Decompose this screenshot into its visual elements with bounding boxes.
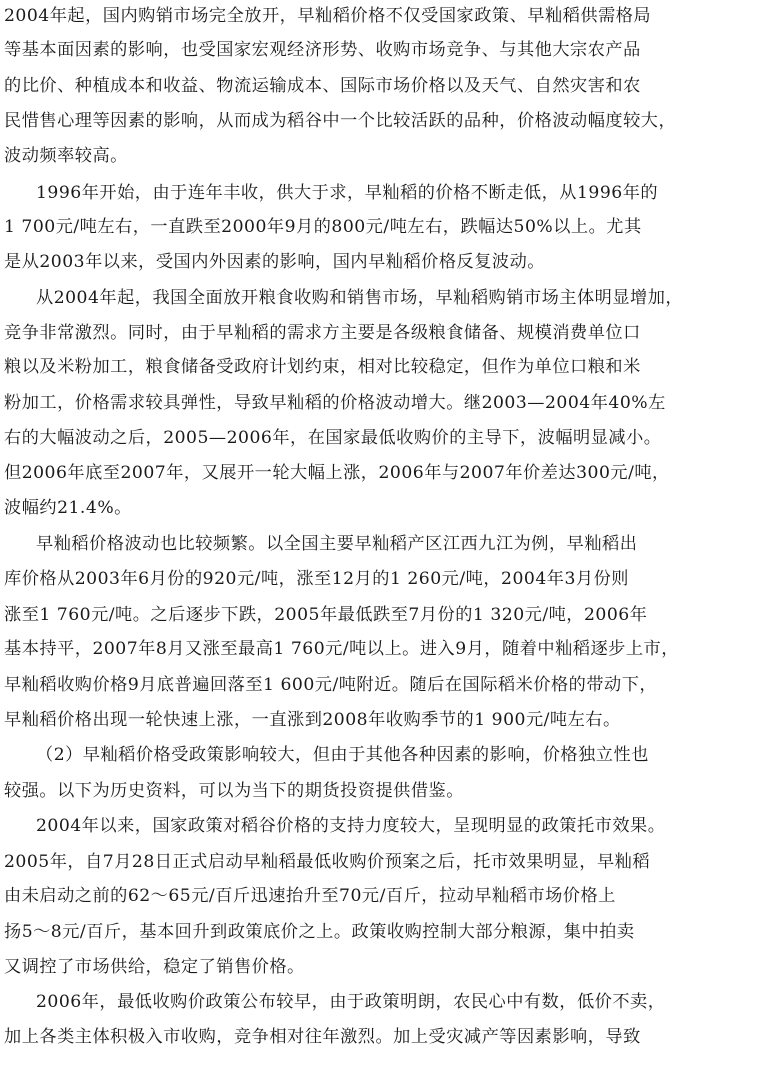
text-line: 加上各类主体积极入市收购，竞争相对往年激烈。加上受灾减产等因素影响，导致	[4, 1027, 641, 1047]
text-line: 竞争非常激烈。同时，由于早籼稻的需求方主要是各级粮食储备、规模消费单位口	[4, 323, 641, 343]
text-line: 右的大幅波动之后，2005—2006年，在国家最低收购价的主导下，波幅明显减小。	[4, 428, 662, 448]
text-line: 2004年以来，国家政策对稻谷价格的支持力度较大，呈现明显的政策托市效果。	[36, 816, 666, 836]
text-line: 由未启动之前的62～65元/百斤迅速抬升至70元/百斤，拉动早籼稻市场价格上	[4, 886, 616, 906]
text-line: 早籼稻价格波动也比较频繁。以全国主要早籼稻产区江西九江为例，早籼稻出	[36, 534, 638, 554]
text-line: 较强。以下为历史资料，可以为当下的期货投资提供借鉴。	[4, 781, 464, 801]
text-line: 的比价、种植成本和收益、物流运输成本、国际市场价格以及天气、自然灾害和农	[4, 76, 641, 96]
text-line: 等基本面因素的影响，也受国家宏观经济形势、收购市场竞争、与其他大宗农产品	[4, 40, 641, 60]
text-line: 基本持平，2007年8月又涨至最高1 760元/吨以上。进入9月，随着中籼稻逐步上市，	[4, 639, 679, 659]
text-line: 扬5～8元/百斤，基本回升到政策底价之上。政策收购控制大部分粮源，集中拍卖	[4, 922, 635, 942]
text-line: 早籼稻收购价格9月底普遍回落至1 600元/吨附近。随后在国际稻米价格的带动下，	[4, 675, 658, 695]
text-line: 2005年，自7月28日正式启动早籼稻最低收购价预案之后，托市效果明显，早籼稻	[4, 852, 651, 872]
text-line: 波幅约21.4%。	[4, 498, 132, 518]
text-line: 从2004年起，我国全面放开粮食收购和销售市场，早籼稻购销市场主体明显增加，	[36, 288, 684, 308]
text-line: 1 700元/吨左右，一直跌至2000年9月的800元/吨左右，跌幅达50%以上。尤其	[4, 217, 642, 237]
text-line: 2004年起，国内购销市场完全放开，早籼稻价格不仅受国家政策、早籼稻供需格局	[4, 6, 652, 26]
text-line: （2）早籼稻价格受政策影响较大，但由于其他各种因素的影响，价格独立性也	[36, 745, 649, 765]
text-line: 2006年，最低收购价政策公布较早，由于政策明朗，农民心中有数，低价不卖，	[36, 992, 666, 1012]
text-line: 粮以及米粉加工，粮食储备受政府计划约束，相对比较稳定，但作为单位口粮和米	[4, 357, 641, 377]
text-line: 波动频率较高。	[4, 146, 128, 166]
text-line: 粉加工，价格需求较具弹性，导致早籼稻的价格波动增大。继2003—2004年40%左	[4, 393, 666, 413]
text-line: 库价格从2003年6月份的920元/吨，涨至12月的1 260元/吨，2004年3月份则	[4, 569, 629, 589]
text-line: 但2006年底至2007年，又展开一轮大幅上涨，2006年与2007年价差达300元/吨，	[4, 463, 670, 483]
text-line: 涨至1 760元/吨。之后逐步下跌，2005年最低跌至7月份的1 320元/吨，2006年	[4, 605, 648, 625]
text-line: 早籼稻价格出现一轮快速上涨，一直涨到2008年收购季节的1 900元/吨左右。	[4, 710, 621, 730]
text-line: 1996年开始，由于连年丰收，供大于求，早籼稻的价格不断走低，从1996年的	[36, 183, 659, 203]
text-line: 是从2003年以来，受国内外因素的影响，国内早籼稻价格反复波动。	[4, 252, 545, 272]
text-line: 又调控了市场供给，稳定了销售价格。	[4, 957, 305, 977]
text-line: 民惜售心理等因素的影响，从而成为稻谷中一个比较活跃的品种，价格波动幅度较大，	[4, 111, 677, 131]
